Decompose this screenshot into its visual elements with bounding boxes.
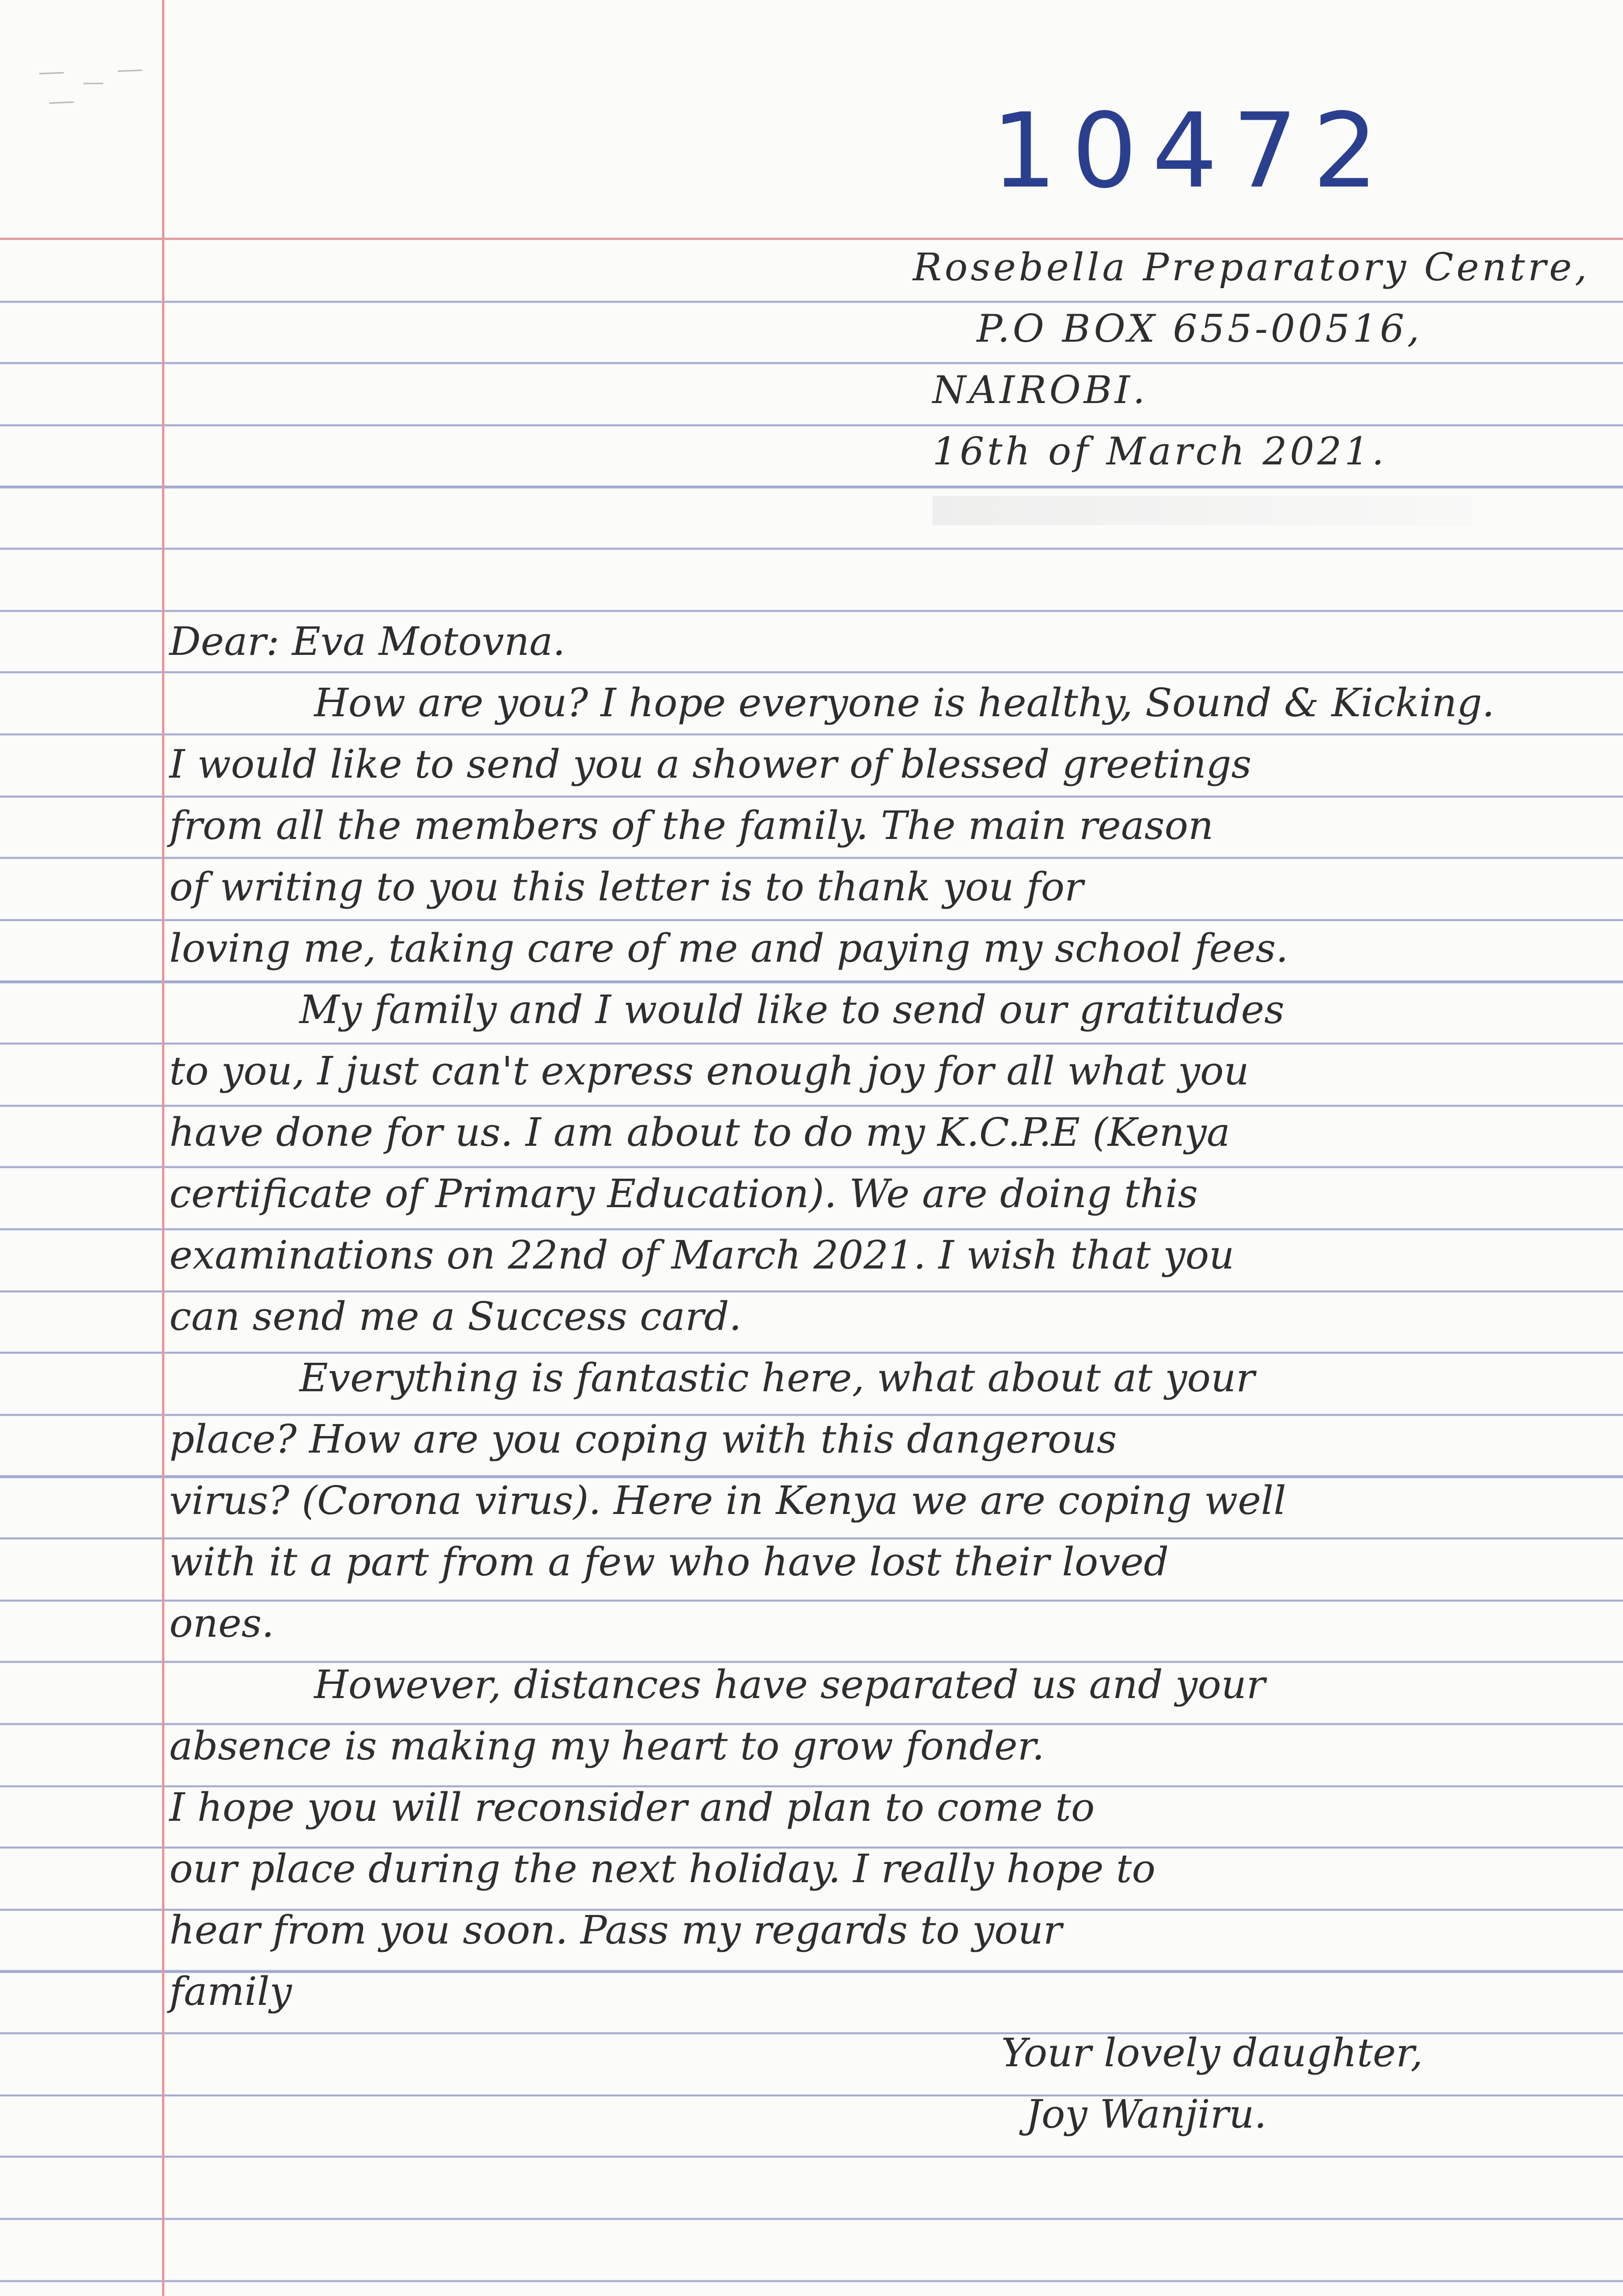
letter-line: My family and I would like to send our gratitudes xyxy=(299,987,1285,1032)
letter-line: from all the members of the family. The main reason xyxy=(169,803,1214,848)
top-margin-rule xyxy=(0,238,1623,240)
letter-line: absence is making my heart to grow fonder. xyxy=(169,1723,1045,1769)
letter-line: of writing to you this letter is to thank you for xyxy=(169,864,1084,910)
letter-line: I hope you will reconsider and plan to come to xyxy=(169,1784,1095,1830)
letter-line: have done for us. I am about to do my K.C.P.E (Kenya xyxy=(169,1109,1230,1155)
letter-line: How are you? I hope everyone is healthy, Sound & Kicking. xyxy=(314,680,1495,726)
letter-line: place? How are you coping with this dangerous xyxy=(169,1416,1117,1462)
letter-line: examinations on 22nd of March 2021. I wish that you xyxy=(169,1232,1234,1278)
letter-line: can send me a Success card. xyxy=(169,1294,742,1339)
letter-line: However, distances have separated us and your xyxy=(314,1662,1266,1707)
letter-line: virus? (Corona virus). Here in Kenya we are coping well xyxy=(169,1478,1286,1523)
letter-line: Everything is fantastic here, what about at your xyxy=(299,1355,1255,1401)
letter-line: family xyxy=(169,1969,292,2014)
left-margin-rule xyxy=(162,0,164,2296)
letter-line: I would like to send you a shower of blessed greetings xyxy=(169,741,1251,787)
letter-line: loving me, taking care of me and paying my school fees. xyxy=(169,925,1288,971)
reference-number: 10472 xyxy=(991,91,1393,211)
letter-line: to you, I just can't express enough joy for all what you xyxy=(169,1048,1250,1094)
address-line-3: NAIROBI. xyxy=(932,368,1148,412)
letter-line: certificate of Primary Education). We are doing this xyxy=(169,1171,1198,1216)
letter-line: hear from you soon. Pass my regards to your xyxy=(169,1907,1062,1953)
letter-line: with it a part from a few who have lost their loved xyxy=(169,1539,1169,1585)
signature-name: Joy Wanjiru. xyxy=(1026,2091,1267,2137)
address-line-1: Rosebella Preparatory Centre, xyxy=(913,245,1590,290)
closing-line: Your lovely daughter, xyxy=(1001,2030,1423,2076)
letter-date: 16th of March 2021. xyxy=(932,430,1387,474)
address-line-2: P.O BOX 655-00516, xyxy=(977,307,1423,351)
letter-line: our place during the next holiday. I really hope to xyxy=(169,1846,1156,1891)
letter-line: ones. xyxy=(169,1600,274,1646)
salutation: Dear: Eva Motovna. xyxy=(169,619,565,664)
faint-show-through xyxy=(932,496,1472,525)
scan-specks xyxy=(29,54,157,123)
